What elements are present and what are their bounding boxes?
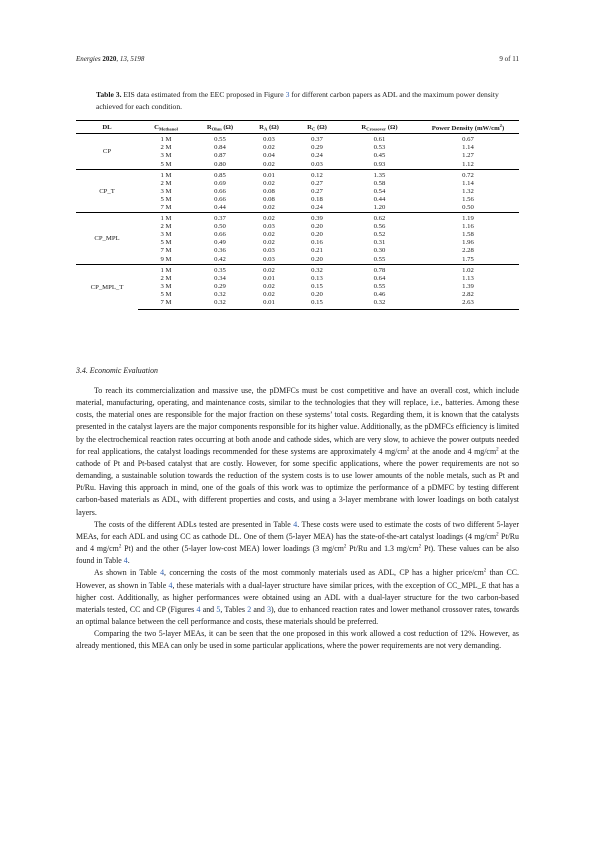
table-cell: 1.96 xyxy=(462,239,474,247)
table-cell: 0.55 xyxy=(214,136,226,144)
table-cell: 1.27 xyxy=(462,152,474,160)
table-row xyxy=(76,188,519,196)
table-cell: 0.29 xyxy=(311,144,323,152)
table-row xyxy=(76,264,519,275)
table-cell: 0.02 xyxy=(263,160,275,168)
section-title: 3.4. Economic Evaluation xyxy=(76,366,158,375)
figure-5-link[interactable]: 5 xyxy=(216,604,221,614)
table-4-link[interactable]: 4 xyxy=(293,519,298,529)
table-cell: 0.32 xyxy=(194,299,246,310)
col-c-methanol: $C_{Methanol}$ xyxy=(138,121,194,134)
table-cell: 0.03 xyxy=(263,136,275,144)
table-cell: 0.35 xyxy=(194,264,246,275)
table-cell: 7 M xyxy=(138,299,194,310)
table-cell: 0.66 xyxy=(214,231,226,239)
table-cell: 0.54 xyxy=(373,187,386,195)
table-cell: 0.29 xyxy=(214,282,226,290)
table-cell: 0.08 xyxy=(263,195,275,203)
table-body xyxy=(76,134,519,310)
dl-cell: CP_MPL_T xyxy=(76,264,138,309)
table-cell: 0.02 xyxy=(263,282,275,290)
table-cell: 0.50 xyxy=(214,223,226,231)
table-cell: 0.21 xyxy=(311,247,323,255)
table-cell: 1.19 xyxy=(417,213,519,224)
table-cell: 1.32 xyxy=(462,187,474,195)
table-cell: 0.02 xyxy=(263,231,275,239)
table-cell: 5 M xyxy=(160,160,172,168)
table-cell: 0.01 xyxy=(246,169,292,180)
dl-cell: CP xyxy=(102,148,112,156)
table-cell: 0.24 xyxy=(311,203,323,211)
table-cell: 0.55 xyxy=(373,282,386,290)
table-3-link[interactable]: 3 xyxy=(267,604,272,614)
table-cell: 0.01 xyxy=(246,299,292,310)
table-cell: 0.16 xyxy=(311,239,323,247)
table-cell: 2 M xyxy=(160,179,172,187)
dl-cell: CP_MPL xyxy=(76,213,138,265)
table-cell: 0.20 xyxy=(311,223,323,231)
table-row xyxy=(76,231,519,239)
table-cell: 0.13 xyxy=(311,274,323,282)
paragraph-1: To reach its commercialization and massive use, the pDMFCs must be cost competitive and have an overall cost, which include material, manufacturing, operating, and maintenance costs, similar to the technologies that they will replace, i.e., batteries. Among these costs, the material ones are responsible for the major fraction on these systems’ total costs. Regarding them, it is known that the catalysts presented in the catalyst layers are the major components responsible for its higher value. Additionally, as the pDMFCs efficiency is limited by the electrochemical reaction rates occurring at both anode and cathode sides, which are very slow, to achieve the power outputs needed for real applications, the catalyst loadings recommended for these systems are approximately 4 $mg/cm^2$ at the anode and 4 $mg/cm^2$ at the cathode of Pt and Pt-based catalyst that are costly. However, for some specific applications, where the power requirements are not so demanding, a sustainable solution towards the reduction of the system costs is to use lower amounts of the noble metals, such as Pt and Pt/Ru. Having this approach in mind, one of the goals of this work was to optimize the performance of a pDMFC by testing different carbon-based materials as ADL, with different properties and costs, and using a 3-layer membrane with lower loadings on both catalyst layers. xyxy=(76,386,520,517)
table-cell: 0.39 xyxy=(292,213,342,224)
table-cell: 0.34 xyxy=(214,274,226,282)
table-cell: 1.02 xyxy=(417,264,519,275)
table-cell: 1.14 xyxy=(462,179,474,187)
paragraph-3: As shown in Table 4, concerning the costs of the most commonly materials used as ADL, CP has a higher price/$cm^2$ than CC. However, as shown in Table 4, these materials with a dual-layer structure have similar prices, with the exception of CC_MPL_E that has a higher cost. Additionally, as higher performances were obtained using an ADL with a dual-layer structure for the two carbon-based materials tested, CC and CP (Figures 4 and 5, Tables 2 and 3), due to enhanced reaction rates and lower methanol crossover rates, towards an optimal balance between the cell performance and costs, these materials should be preferred. xyxy=(76,568,520,626)
table-cell: 1.75 xyxy=(462,255,474,263)
table-cell: 0.32 xyxy=(342,299,417,310)
figure-4-link[interactable]: 4 xyxy=(196,604,201,614)
table-cell: 0.53 xyxy=(373,144,386,152)
table-cell: 3 M xyxy=(160,231,172,239)
table-cell: 1.56 xyxy=(462,195,474,203)
table-row xyxy=(76,204,519,213)
table-cell: 0.30 xyxy=(373,247,386,255)
table-cell: 0.02 xyxy=(263,203,275,211)
table-cell: 0.20 xyxy=(311,290,323,298)
table-row xyxy=(76,196,519,204)
table-cell: 0.32 xyxy=(214,290,226,298)
table-row xyxy=(76,213,519,224)
table-cell: 0.78 xyxy=(342,264,417,275)
table-cell: 0.52 xyxy=(373,231,386,239)
table-cell: 0.61 xyxy=(373,136,386,144)
table-cell: 0.64 xyxy=(373,274,386,282)
table-cell: 5 M xyxy=(160,195,172,203)
table-cell: 0.50 xyxy=(462,203,474,211)
table-cell: 0.18 xyxy=(311,195,323,203)
table-cell: 2 M xyxy=(160,223,172,231)
table-cell: 0.27 xyxy=(311,179,323,187)
table-row xyxy=(76,223,519,231)
table-cell: 3 M xyxy=(160,187,172,195)
journal-citation: Energies 2020, 13, 5198 xyxy=(76,55,145,63)
table-cell: 0.44 xyxy=(214,203,226,211)
table-row xyxy=(76,299,519,310)
table-cell: 2.82 xyxy=(462,290,474,298)
table-caption: Table 3. EIS data estimated from the EEC proposed in Figure 3 for different carbon papers as ADL and the maximum power density achieved for each condition. xyxy=(96,90,499,111)
table-cell: 0.03 xyxy=(263,247,275,255)
eis-table xyxy=(76,120,519,310)
table-cell: 1.39 xyxy=(462,282,474,290)
table-cell: 2.28 xyxy=(462,247,474,255)
table-cell: 0.67 xyxy=(462,136,474,144)
table-row xyxy=(76,256,519,265)
table-cell: 0.84 xyxy=(214,144,226,152)
table-cell: 0.03 xyxy=(263,223,275,231)
table-cell: 1 M xyxy=(138,169,194,180)
table-cell: 0.24 xyxy=(311,152,323,160)
table-cell: 0.49 xyxy=(214,239,226,247)
table-cell: 1 M xyxy=(160,136,172,144)
table-cell: 5 M xyxy=(160,239,172,247)
col-r-c: $R_C$ (Ω) xyxy=(292,121,342,134)
table-cell: 0.58 xyxy=(373,179,386,187)
table-cell: 0.02 xyxy=(246,213,292,224)
table-4-link[interactable]: 4 xyxy=(168,580,173,590)
table-cell: 9 M xyxy=(160,255,172,263)
table-cell: 0.80 xyxy=(214,160,226,168)
table-cell: 0.62 xyxy=(342,213,417,224)
table-row xyxy=(76,144,519,152)
table-cell: 0.56 xyxy=(373,223,386,231)
table-cell: 1 M xyxy=(138,213,194,224)
table-row xyxy=(76,239,519,247)
table-4-link[interactable]: 4 xyxy=(160,568,165,578)
table-cell: 0.03 xyxy=(311,160,323,168)
table-cell: 0.32 xyxy=(292,264,342,275)
table-cell: 0.87 xyxy=(214,152,226,160)
paragraph-2: The costs of the different ADLs tested are presented in Table 4. These costs were used to estimate the costs of two different 5-layer MEAs, for each ADL and using CC as cathode DL. One of them (5-layer MEA) has the state-of-the-art catalyst loadings (4 $mg/cm^2$ Pt/Ru and 4 $mg/cm^2$ Pt) and the other (5-layer low-cost MEA) lower loadings (3 $mg/cm^2$ Pt/Ru and 1.3 $mg/cm^2$ Pt). These values can be also found in Table 4. xyxy=(76,519,520,566)
table-2-link[interactable]: 2 xyxy=(247,604,252,614)
table-cell: 0.02 xyxy=(263,179,275,187)
col-r-ohm: $R_{Ohm}$ (Ω) xyxy=(194,121,246,134)
dl-cell: CP_T xyxy=(76,169,138,212)
figure-link[interactable]: 3 xyxy=(285,90,290,99)
table-cell: 0.27 xyxy=(311,187,323,195)
table-cell: 1.16 xyxy=(462,223,474,231)
table-cell: 0.66 xyxy=(214,195,226,203)
table-cell: 5 M xyxy=(160,290,172,298)
col-r-a: $R_A$ (Ω) xyxy=(246,121,292,134)
table-row xyxy=(76,161,519,170)
table-row xyxy=(76,134,519,145)
table-row xyxy=(76,283,519,291)
col-r-crossover: $R_{Crossover}$ (Ω) xyxy=(342,121,417,134)
table-cell: 0.45 xyxy=(373,152,386,160)
table-cell: 2 M xyxy=(160,144,172,152)
table-cell: 0.36 xyxy=(214,247,226,255)
table-row xyxy=(76,247,519,255)
table-cell: 0.72 xyxy=(417,169,519,180)
table-cell: 0.44 xyxy=(373,195,386,203)
table-cell: 3 M xyxy=(160,152,172,160)
table-cell: 0.02 xyxy=(263,290,275,298)
table-cell: 0.02 xyxy=(263,239,275,247)
table-cell: 1.20 xyxy=(373,203,386,211)
table-cell: 0.15 xyxy=(311,282,323,290)
table-cell: 1.13 xyxy=(462,274,474,282)
body-text xyxy=(76,385,519,652)
table-cell: 1.14 xyxy=(462,144,474,152)
table-cell: 1.58 xyxy=(462,231,474,239)
table-cell: 3 M xyxy=(160,282,172,290)
table-cell: 0.31 xyxy=(373,239,386,247)
table-header-row xyxy=(76,121,519,134)
table-row xyxy=(76,169,519,180)
table-cell: 0.20 xyxy=(311,231,323,239)
table-cell: 2.63 xyxy=(417,299,519,310)
table-cell: 0.66 xyxy=(214,187,226,195)
table-cell: 0.85 xyxy=(194,169,246,180)
table-row xyxy=(76,152,519,160)
paragraph-4: Comparing the two 5-layer MEAs, it can be seen that the one proposed in this work allowed a cost reduction of 12%. However, as already mentioned, this MEA can only be used in some particular applications, where the power requirements are not very demanding. xyxy=(76,629,519,651)
table-row xyxy=(76,291,519,299)
table-row xyxy=(76,275,519,283)
col-power-density: Power Density $(mW/cm^2)$ xyxy=(417,121,519,134)
table-cell: 7 M xyxy=(160,247,172,255)
table-cell: 0.20 xyxy=(311,255,323,263)
table-cell: 0.03 xyxy=(263,255,275,263)
table-cell: 0.42 xyxy=(214,255,226,263)
table-cell: 0.37 xyxy=(194,213,246,224)
table-cell: 0.12 xyxy=(292,169,342,180)
table-cell: 1.12 xyxy=(462,160,474,168)
table-cell: 7 M xyxy=(160,203,172,211)
page-number: 9 of 11 xyxy=(499,55,519,63)
table-cell: 0.02 xyxy=(263,144,275,152)
table-cell: 0.02 xyxy=(246,264,292,275)
table-cell: 0.69 xyxy=(214,179,226,187)
table-cell: 0.37 xyxy=(311,136,323,144)
table-cell: 0.01 xyxy=(263,274,275,282)
table-cell: 1 M xyxy=(138,264,194,275)
table-row xyxy=(76,180,519,188)
table-cell: 0.04 xyxy=(263,152,275,160)
table-cell: 2 M xyxy=(160,274,172,282)
table-cell: 0.55 xyxy=(373,255,386,263)
table-cell: 0.08 xyxy=(263,187,275,195)
table-cell: 0.15 xyxy=(292,299,342,310)
col-dl: DL xyxy=(76,121,138,134)
table-cell: 0.46 xyxy=(373,290,386,298)
table-cell: 0.93 xyxy=(373,160,386,168)
table-4-link[interactable]: 4 xyxy=(123,556,128,566)
table-cell: 1.35 xyxy=(342,169,417,180)
